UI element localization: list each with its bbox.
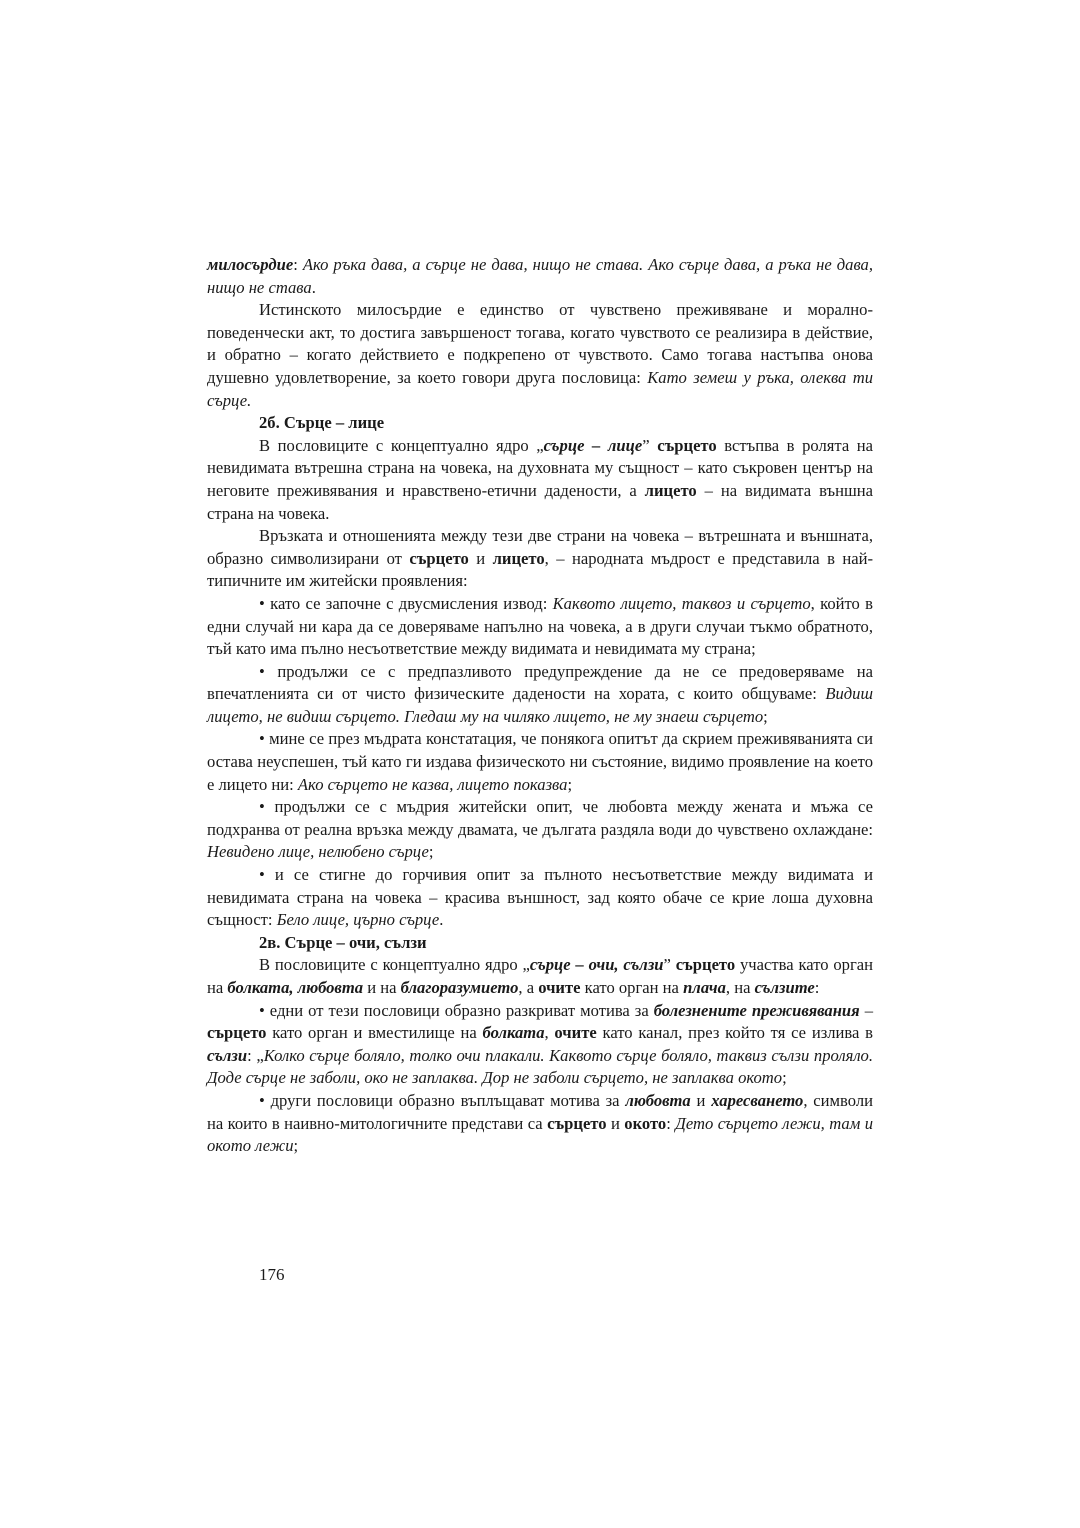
term-bold: лицето [492, 548, 545, 568]
text-fragment: участва като орган на [207, 955, 874, 997]
text-fragment: , на [725, 978, 755, 997]
term-bold: сърцето [657, 435, 717, 455]
paragraph-heart-face-core [207, 435, 873, 525]
text-fragment: , а [518, 978, 539, 997]
section-heading-2v: 2в. Сърце – очи, сълзи [259, 932, 427, 952]
text-fragment: • други пословици образно въплъщават мотива за [259, 1090, 626, 1110]
text-fragment: Истинското милосърдие е единство от чувствено преживяване и морално-поведенчески акт, то достига завършеност тогава, когато чувството се реализира в действие, и обратно – когато действието е подкрепено от чувството. Само тогава настъпва онова душевно удовлетворение, за което говори друга пословица: [207, 300, 873, 387]
term-bold: очите [538, 978, 581, 997]
text-fragment: В пословиците с концептуално ядро „ [259, 955, 530, 975]
term-bold-italic: болката, любовта [227, 978, 364, 997]
text-fragment: и [690, 1090, 712, 1110]
term-miloserdie: милосърдие [207, 255, 294, 274]
term-bold-italic: благоразумието [400, 978, 519, 997]
paragraph-relations [207, 525, 873, 593]
bullet-item [207, 796, 873, 864]
text-fragment: ” [642, 435, 658, 455]
term-bold: сърцето [409, 548, 469, 568]
term-bold: лицето [644, 480, 697, 500]
proverb-quote: Ако сърцето не казва, лицето показва [297, 774, 568, 794]
paragraph-true-charity [207, 299, 873, 412]
text-fragment: ; [567, 774, 573, 794]
text-fragment: ; [428, 842, 434, 862]
text-fragment: . [311, 277, 316, 297]
text-fragment: и на [363, 978, 401, 997]
term-bold-italic: сълзи [207, 1045, 248, 1065]
concept-core: сърце – лице [543, 435, 643, 455]
text-fragment: • продължи се с мъдрия житейски опит, че любовта между жената и мъжа се подхранва от реална връзка между двамата, че дългата раздяла води до чувствено охлаждане: [207, 797, 873, 839]
proverb-quote: Колко сърце боляло, толко очи плакали. Каквото сърце боляло, таквиз сълзи пролялo. Доде сърце не заболи, око не заплаква. Дор не заболи сърцето, не заплаква окото [207, 1045, 874, 1088]
text-fragment: и [468, 548, 493, 568]
text-fragment: В пословиците с концептуално ядро „ [259, 435, 544, 455]
text-fragment: , който в едни случай ни кара да се доверяваме напълно на човека, а в други случаи тъкмо обратното, тъй като има пълно несъответствие между видимата и невидимата му страна; [207, 593, 873, 659]
text-fragment: : [293, 255, 303, 274]
text-fragment: • и се стигне до горчивия опит за пълното несъответствие между видимата и невидимата страна на човека – красива външност, зад която обаче се крие лоша духовна същност: [207, 865, 873, 930]
text-fragment: • продължи се с предпазливото предупреждение да не се предоверяваме на впечатленията си от чисто физическите дадености на хората, с които общуваме: [207, 661, 873, 704]
proverb-quote: Ако ръка дава, а сърце не дава, нищо не става. Ако сърце дава, а ръка не дава, нищо не става [207, 255, 873, 297]
term-bold: окото [624, 1113, 667, 1133]
bullet-item [207, 593, 873, 661]
concept-core: сърце – очи, сълзи [529, 955, 664, 975]
term-bold-italic: болката [482, 1023, 545, 1043]
text-fragment: . [439, 910, 444, 930]
text-fragment: : [814, 978, 820, 997]
term-bold: сърцето [207, 1023, 267, 1043]
text-fragment: ; [782, 1068, 787, 1088]
paragraph-heart-eyes-core [207, 954, 873, 999]
text-fragment: като орган и вместилище на [266, 1023, 483, 1043]
proverb-quote: Невидено лице, нелюбено сърце [207, 842, 429, 862]
text-fragment: ; [293, 1136, 299, 1156]
bullet-item [207, 864, 873, 932]
text-fragment: • едни от тези пословици образно разкриват мотива за [259, 1000, 654, 1020]
term-bold: сърцето [675, 955, 736, 975]
page-number: 176 [259, 1265, 285, 1284]
bullet-item [207, 1000, 873, 1090]
text-fragment: встъпва в ролята на невидимата вътрешна страна на човека, на духовната му същност – като съкровен център на неговите преживявания и нравствено-етични дадености, а [207, 435, 874, 500]
term-bold-italic: любовта [625, 1090, 691, 1110]
text-fragment: Връзката и отношенията между тези две страни на човека – вътрешната и външната, образно символизирани от [207, 526, 873, 568]
bullet-item [207, 728, 873, 796]
proverb-quote: Бело лице, църно сърце [276, 910, 440, 930]
bullet-item [207, 661, 873, 729]
text-fragment: ; [763, 706, 768, 726]
text-fragment: като орган на [580, 978, 684, 997]
text-fragment: : [666, 1113, 676, 1133]
text-fragment: • мине се през мъдрата констатация, че понякога опитът да скрием преживяванията си остава неуспешен, тъй като ги издава физическото ни състояние, видимо проявление на което е лицето ни: [207, 729, 873, 794]
text-fragment: и [606, 1113, 625, 1133]
text-fragment: , символи на които в наивно-митологичните представи са [207, 1090, 873, 1133]
text-fragment: ” [663, 955, 676, 975]
paragraph-miloserdie [207, 254, 873, 299]
page-body [207, 254, 873, 1158]
proverb-quote: Видиш лицето, не видиш сърцето. Гледаш му на чиляко лицето, не му знаеш сърцето [207, 684, 873, 726]
text-fragment: • като се започне с двусмисления извод: [259, 593, 553, 613]
section-heading-2b: 2б. Сърце – лице [259, 413, 385, 433]
proverb-quote: Каквото лицето, таквоз и сърцето [552, 593, 811, 613]
term-bold: очите [554, 1023, 597, 1043]
term-bold: сърцето [547, 1113, 607, 1133]
proverb-quote: Като земеш у ръка, олеква ти сърце. [207, 367, 873, 410]
text-fragment: , [544, 1023, 555, 1043]
text-fragment: , – народната мъдрост е представила в най-типичните им житейски проявления: [207, 548, 874, 591]
text-fragment: – [859, 1000, 873, 1020]
term-bold-italic: болезнените преживявания [653, 1000, 860, 1020]
bullet-item [207, 1090, 873, 1158]
term-bold-italic: харесването [711, 1090, 804, 1110]
proverb-quote: Дето сърцето лежи, там и окото лежи [207, 1113, 874, 1156]
term-bold-italic: сълзите [754, 978, 815, 997]
text-fragment: – на видимата външна страна на човека. [207, 480, 873, 523]
text-fragment: като канал, през който тя се излива в [596, 1023, 873, 1043]
text-fragment: : „ [247, 1045, 264, 1065]
term-bold-italic: плача [683, 978, 726, 997]
